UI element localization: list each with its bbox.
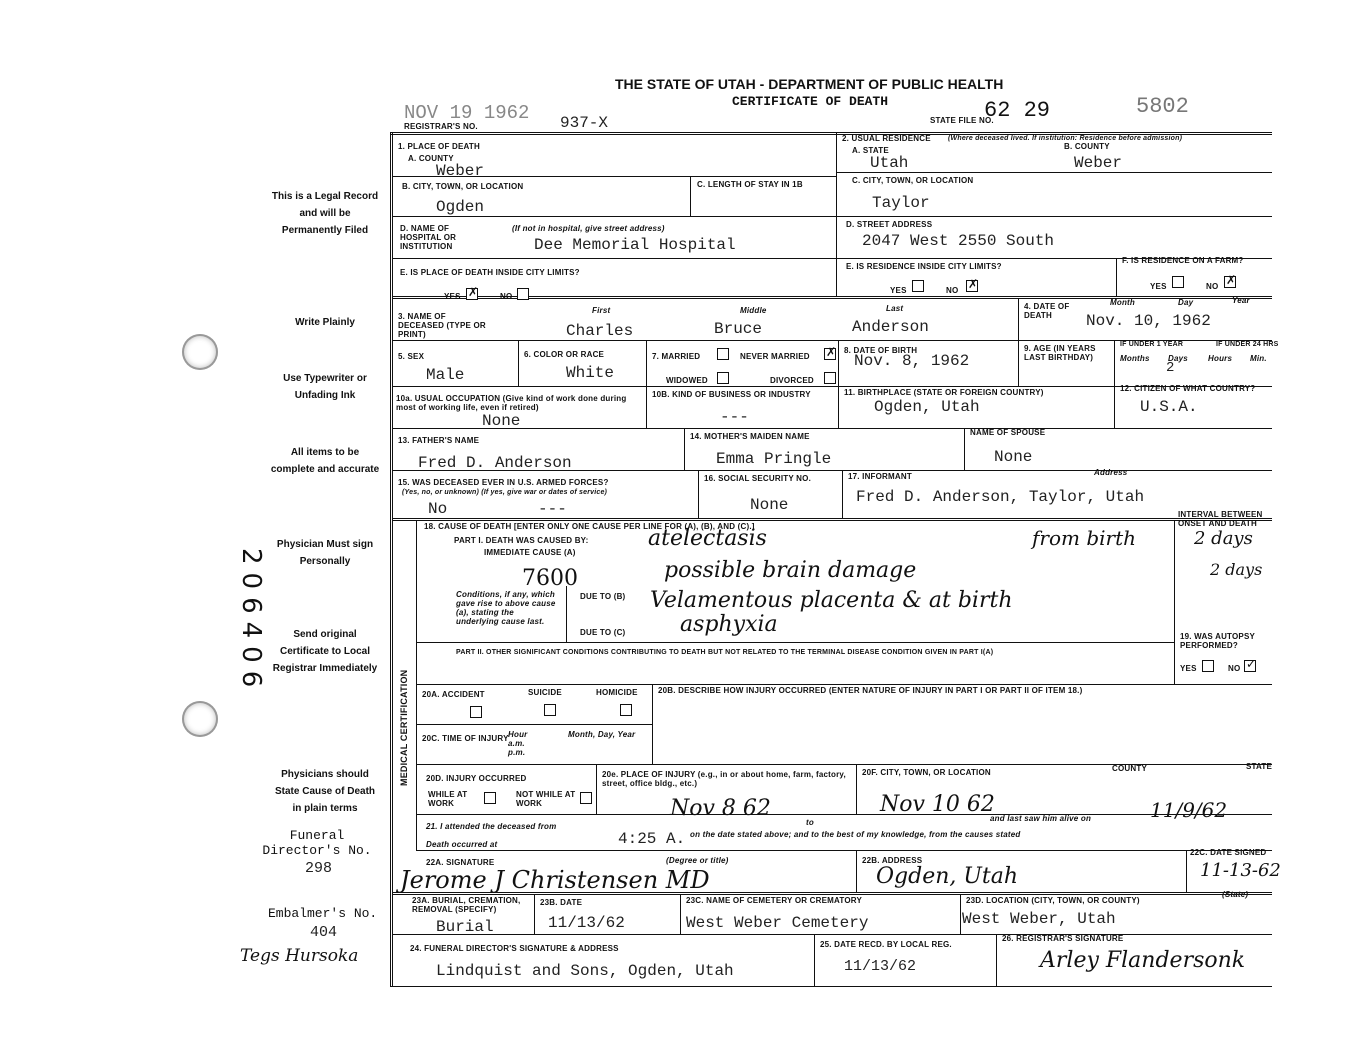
side-note-physician: Physician Must sign Personally [276,539,374,567]
autopsy-no-label: NO [1228,664,1241,673]
homicide-label: HOMICIDE [596,688,638,697]
citizen-label: 12. CITIZEN OF WHAT COUNTRY? [1120,384,1256,393]
res-inside-no-checkbox[interactable]: ✗ [968,277,979,291]
physician-address: Ogden, Utah [876,864,1019,889]
punch-hole [182,334,218,370]
month-label: Month [1110,298,1135,307]
burial-label: 23A. BURIAL, CREMATION, REMOVAL (SPECIFY) [412,896,521,914]
burial-date-label: 23B. DATE [540,898,583,907]
embalmer-signature: Tegs Hursoka [240,946,359,966]
res-farm-no-checkbox[interactable]: ✗ [1226,273,1237,287]
last-name: Anderson [852,318,929,336]
interval-b: 2 days [1210,560,1263,579]
vertical-certificate-number: 206406 [236,548,266,696]
res-county-label: B. COUNTY [1064,142,1110,151]
hospital-name: Dee Memorial Hospital [534,236,736,254]
embalmer-label: Embalmer's No. [268,906,378,921]
middle-name-label: Middle [740,306,767,315]
interval-label: INTERVAL BETWEEN ONSET AND DEATH [1178,510,1263,528]
armed-forces-note: (Yes, no, or unknown) (If yes, give war or dates of service) [402,489,608,496]
autopsy-yes-checkbox[interactable] [1202,660,1214,672]
informant-label: 17. INFORMANT [848,472,912,481]
race-label: 6. COLOR OR RACE [524,350,605,359]
pod-yes-checkbox[interactable]: ✗ [468,285,479,299]
birth-date: Nov. 8, 1962 [854,352,970,370]
res-street-label: D. STREET ADDRESS [846,220,933,229]
side-note-physicians-state: Physicians should State Cause of Death in plain terms [274,769,376,814]
under-1-year-label: IF UNDER 1 YEAR [1120,341,1184,348]
age-days: 2 [1166,360,1175,376]
form-title: THE STATE OF UTAH - DEPARTMENT OF PUBLIC HEALTH [615,76,1004,92]
injury-state-label: STATE [1246,762,1273,771]
mother-label: 14. MOTHER'S MAIDEN NAME [690,432,810,441]
degree-label: (Degree or title) [666,856,729,865]
immediate-cause-label: IMMEDIATE CAUSE (A) [484,548,576,557]
burial-location: West Weber, Utah [962,910,1116,928]
location-label: 23D. LOCATION (CITY, TOWN, OR COUNTY) [966,896,1140,905]
registrar-no: 937-X [560,114,609,132]
widowed-checkbox[interactable] [717,372,729,384]
funeral-director-no: 298 [305,860,333,877]
place-of-death-heading: 1. PLACE OF DEATH [398,142,480,151]
pod-city-label: B. CITY, TOWN, OR LOCATION [402,182,524,191]
side-note-send: Send original Certificate to Local Registrar Immediately [272,629,378,674]
informant-address-label: Address [1094,468,1128,477]
armed-forces: No [428,500,448,518]
res-city-label: C. CITY, TOWN, OR LOCATION [852,176,974,185]
injury-county-label: COUNTY [1112,764,1147,773]
first-name-label: First [592,306,611,315]
cause-a-2: from birth [1032,526,1137,550]
married-label: 7. MARRIED [652,352,701,361]
race: White [566,364,615,382]
min-label: Min. [1250,354,1267,363]
burial-date: 11/13/62 [548,914,625,932]
place-of-injury-label: 20e. PLACE OF INJURY (e.g., in or about home, farm, factory, street, office bldg., etc.) [602,770,846,788]
spouse-name: None [994,448,1033,466]
inside-limits-label: E. IS PLACE OF DEATH INSIDE CITY LIMITS? [400,268,580,277]
under-24-hrs-label: IF UNDER 24 HRS [1216,341,1279,348]
not-at-work-label: NOT WHILE AT WORK [516,790,576,808]
cemetery: West Weber Cemetery [686,914,869,932]
registrar-signature-label: 26. REGISTRAR'S SIGNATURE [1002,934,1124,943]
side-note-write: Write Plainly [295,317,355,328]
while-at-work-label: WHILE AT WORK [428,790,468,808]
father-name: Fred D. Anderson [418,454,572,472]
registrar-signature: Arley Flandersonk [1040,948,1246,973]
residence-note: (Where deceased lived. If institution: Residence before admission) [948,135,1183,142]
married-checkbox[interactable] [717,348,729,360]
interval-a: 2 days [1194,528,1253,549]
day-label: Day [1178,298,1194,307]
last-saw-date: 11/9/62 [1150,798,1228,822]
death-occurred-label: Death occurred at [426,840,498,849]
embalmer-no: 404 [310,924,338,941]
first-name: Charles [566,322,634,340]
year-label: Year [1232,296,1250,305]
accident-checkbox[interactable] [470,706,482,718]
birthplace-label: 11. BIRTHPLACE (STATE OR FOREIGN COUNTRY) [844,388,1044,397]
signature-label: 22A. SIGNATURE [426,858,495,867]
date-stamp: NOV 19 1962 [404,102,530,124]
res-inside-no-label: NO [946,286,959,295]
location-state-label: (State) [1222,890,1249,899]
physician-address-label: 22B. ADDRESS [862,856,923,865]
res-inside-yes-label: YES [890,286,907,295]
city-injury-label: 20F. CITY, TOWN, OR LOCATION [862,768,991,777]
stamp-number: 5802 [1136,94,1189,119]
deceased-name-label: 3. NAME OF DECEASED (TYPE OR PRINT) [398,312,486,339]
form-subtitle: CERTIFICATE OF DEATH [732,94,889,109]
date-of-death: Nov. 10, 1962 [1086,312,1211,330]
hour-label: Hour a.m. p.m. [508,730,528,757]
month-day-year-label: Month, Day, Year [568,730,636,739]
hospital-label: D. NAME OF HOSPITAL OR INSTITUTION [400,224,457,251]
medical-certification-label: MEDICAL CERTIFICATION [399,669,409,786]
cause-c: asphyxia [680,612,778,637]
autopsy-label: 19. WAS AUTOPSY PERFORMED? [1180,632,1255,650]
pod-yes-label: YES [444,292,461,301]
not-at-work-checkbox[interactable] [580,792,592,804]
side-note-typewriter: Use Typewriter or Unfading Ink [283,373,367,401]
accident-label: 20A. ACCIDENT [422,690,485,699]
never-married-checkbox[interactable]: ✗ [826,345,837,359]
date-of-death-label: 4. DATE OF DEATH [1024,302,1070,320]
informant: Fred D. Anderson, Taylor, Utah [856,488,1145,506]
res-city: Taylor [872,194,930,212]
cause-b: Velamentous placenta & at birth [650,588,1013,613]
autopsy-no-checkbox[interactable]: ✓ [1246,657,1257,671]
date-signed: 11-13-62 [1200,860,1281,881]
funeral-director-label: Funeral Director's No. [262,828,372,858]
date-recd: 11/13/62 [844,958,917,975]
occupation-label: 10a. USUAL OCCUPATION (Give kind of work done during most of working life, even if retired) [396,394,627,412]
pod-county-label: A. COUNTY [408,154,454,163]
side-note-legal: This is a Legal Record and will be Permanently Filed [271,191,379,236]
date-signed-label: 22C. DATE SIGNED [1190,848,1267,857]
punch-hole [182,701,218,737]
res-inside-label: E. IS RESIDENCE INSIDE CITY LIMITS? [846,262,1002,271]
citizen: U.S.A. [1140,398,1198,416]
due-to-b-label: DUE TO (B) [580,592,626,601]
divorced-label: DIVORCED [770,376,814,385]
registrar-label: REGISTRAR'S NO. [404,122,478,131]
pod-city: Ogden [436,198,485,216]
pod-no-label: NO [500,292,513,301]
res-state-label: A. STATE [852,146,889,155]
burial: Burial [436,918,494,936]
sex: Male [426,366,465,384]
suicide-label: SUICIDE [528,688,562,697]
res-inside-yes-checkbox[interactable] [912,280,924,292]
homicide-checkbox[interactable] [620,704,632,716]
death-occurred-rest: on the date stated above; and to the best of my knowledge, from the causes stated [690,830,1021,839]
business: --- [720,408,749,426]
spouse-label: NAME OF SPOUSE [970,428,1046,437]
cemetery-label: 23C. NAME OF CEMETERY OR CREMATORY [686,896,863,905]
physician-signature: Jerome J Christensen MD [400,866,710,894]
res-farm-no-label: NO [1206,282,1219,291]
divorced-checkbox[interactable] [824,372,836,384]
widowed-label: WIDOWED [666,376,708,385]
occupation: None [482,412,521,430]
res-farm-yes-checkbox[interactable] [1172,276,1184,288]
residence-heading: 2. USUAL RESIDENCE [842,134,931,143]
date-recd-label: 25. DATE RECD. BY LOCAL REG. [820,940,952,949]
suicide-checkbox[interactable] [544,704,556,716]
conditions-label: Conditions, if any, which gave rise to above cause (a), stating the underlying cause last. [456,590,556,626]
funeral-director-address: Lindquist and Sons, Ogden, Utah [436,962,734,980]
length-of-stay-label: C. LENGTH OF STAY IN 1B [697,180,803,189]
cause-a: atelectasis [648,526,767,551]
mother-name: Emma Pringle [716,450,832,468]
armed-forces-dash: --- [538,500,567,518]
pod-county: Weber [436,162,485,180]
res-street: 2047 West 2550 South [862,232,1055,250]
father-label: 13. FATHER'S NAME [398,436,480,445]
middle-name: Bruce [714,320,763,338]
armed-forces-label: 15. WAS DECEASED EVER IN U.S. ARMED FORCES? [398,478,609,487]
state-file-label: STATE FILE NO. [930,116,994,125]
months-label: Months [1120,354,1150,363]
last-name-label: Last [886,304,904,313]
ssn-label: 16. SOCIAL SECURITY NO. [704,474,811,483]
pod-no-checkbox[interactable] [517,288,529,300]
attended-to: Nov 10 62 [880,792,995,817]
birthplace: Ogden, Utah [874,398,980,416]
res-farm-label: F. IS RESIDENCE ON A FARM? [1122,256,1244,265]
to-label: to [806,818,814,827]
autopsy-yes-label: YES [1180,664,1197,673]
sex-label: 5. SEX [398,352,425,361]
attended-label: 21. I attended the deceased from [426,822,557,831]
cause-a-3: possible brain damage [664,558,917,583]
hours-label: Hours [1208,354,1233,363]
business-label: 10B. KIND OF BUSINESS OR INDUSTRY [652,390,811,399]
birth-date-label: 8. DATE OF BIRTH [844,346,918,355]
res-farm-yes-label: YES [1150,282,1167,291]
side-note-complete: All items to be complete and accurate [270,447,380,475]
part1-label: PART I. DEATH WAS CAUSED BY: [454,536,589,545]
cause-code: 7600 [522,566,578,591]
age-label: 9. AGE (IN YEARS LAST BIRTHDAY) [1024,344,1096,362]
funeral-director-signature-label: 24. FUNERAL DIRECTOR'S SIGNATURE & ADDRESS [410,944,619,953]
days-label: Days [1168,354,1188,363]
state-file-no: 62 29 [984,98,1051,123]
due-to-c-label: DUE TO (C) [580,628,626,637]
hospital-note: (If not in hospital, give street address) [512,224,665,233]
last-saw-label: and last saw him alive on [990,814,1092,823]
res-county: Weber [1074,154,1123,172]
death-occurred-time: 4:25 A. [618,830,686,848]
cause-of-death-label: 18. CAUSE OF DEATH [ENTER ONLY ONE CAUSE PER LINE FOR (A), (B), AND (C).] [424,522,755,531]
while-at-work-checkbox[interactable] [484,792,496,804]
injury-how-label: 20B. DESCRIBE HOW INJURY OCCURRED (ENTER NATURE OF INJURY IN PART I OR PART II OF ITEM 18.) [658,686,1083,695]
ssn: None [750,496,789,514]
res-state: Utah [870,154,909,172]
time-of-injury-label: 20C. TIME OF INJURY [422,734,509,743]
attended-from: Nov 8 62 [670,796,771,821]
part2-label: PART II. OTHER SIGNIFICANT CONDITIONS CONTRIBUTING TO DEATH BUT NOT RELATED TO THE TERMINAL DISEASE CONDITION GIVEN IN PART I(A) [456,649,994,656]
injury-occurred-label: 20D. INJURY OCCURRED [426,774,527,783]
never-married-label: NEVER MARRIED [740,352,810,361]
